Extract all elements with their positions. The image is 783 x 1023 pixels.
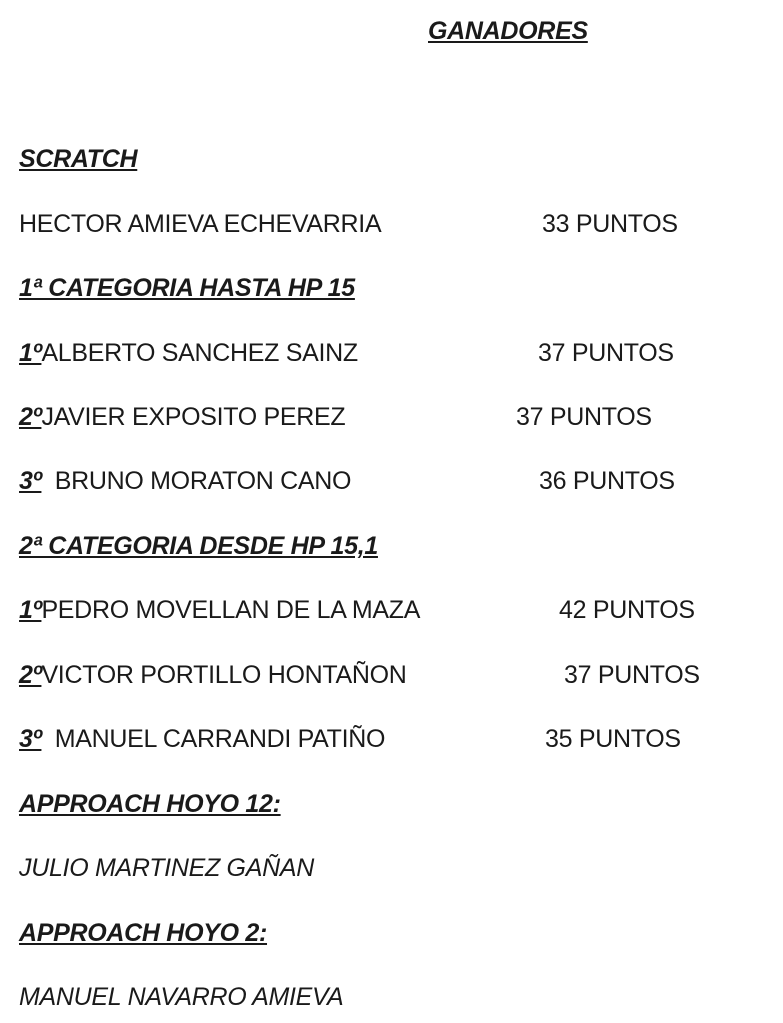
approach12-heading: APPROACH HOYO 12: — [19, 790, 281, 818]
rank-label: 2º — [19, 403, 42, 431]
page-title: GANADORES — [428, 17, 588, 45]
winner-name: PEDRO MOVELLAN DE LA MAZA — [41, 596, 421, 624]
approach2-heading: APPROACH HOYO 2: — [19, 919, 268, 947]
category1-winner-2-points: 37 PUNTOS — [516, 403, 652, 431]
winner-name: VICTOR PORTILLO HONTAÑON — [41, 661, 407, 689]
winner-name: MANUEL CARRANDI PATIÑO — [41, 725, 386, 753]
category1-winner-1-points: 37 PUNTOS — [538, 339, 674, 367]
category1-winner-3-points: 36 PUNTOS — [539, 467, 675, 495]
category2-winner-1-points: 42 PUNTOS — [559, 596, 695, 624]
scratch-winner-name: HECTOR AMIEVA ECHEVARRIA — [19, 210, 382, 238]
winner-name: BRUNO MORATON CANO — [41, 467, 352, 495]
approach2-winner: MANUEL NAVARRO AMIEVA — [19, 983, 344, 1011]
category1-winner-1 — [19, 338, 358, 368]
category2-winner-2-points: 37 PUNTOS — [564, 661, 700, 689]
category1-winner-2 — [19, 402, 345, 432]
category2-winner-1 — [19, 595, 420, 625]
category2-winner-3-points: 35 PUNTOS — [545, 725, 681, 753]
approach12-winner: JULIO MARTINEZ GAÑAN — [19, 854, 314, 882]
rank-label: 3º — [19, 725, 42, 753]
category2-heading: 2ª CATEGORIA DESDE HP 15,1 — [19, 532, 378, 560]
category1-winner-3 — [19, 466, 351, 496]
rank-label: 1º — [19, 339, 42, 367]
scratch-heading: SCRATCH — [19, 145, 138, 173]
rank-label: 3º — [19, 467, 42, 495]
rank-label: 1º — [19, 596, 42, 624]
rank-label: 2º — [19, 661, 42, 689]
winner-name: ALBERTO SANCHEZ SAINZ — [41, 339, 358, 367]
scratch-winner-points: 33 PUNTOS — [542, 210, 678, 238]
winner-name: JAVIER EXPOSITO PEREZ — [41, 403, 346, 431]
category1-heading: 1ª CATEGORIA HASTA HP 15 — [19, 274, 355, 302]
category2-winner-2 — [19, 660, 407, 690]
category2-winner-3 — [19, 724, 385, 754]
